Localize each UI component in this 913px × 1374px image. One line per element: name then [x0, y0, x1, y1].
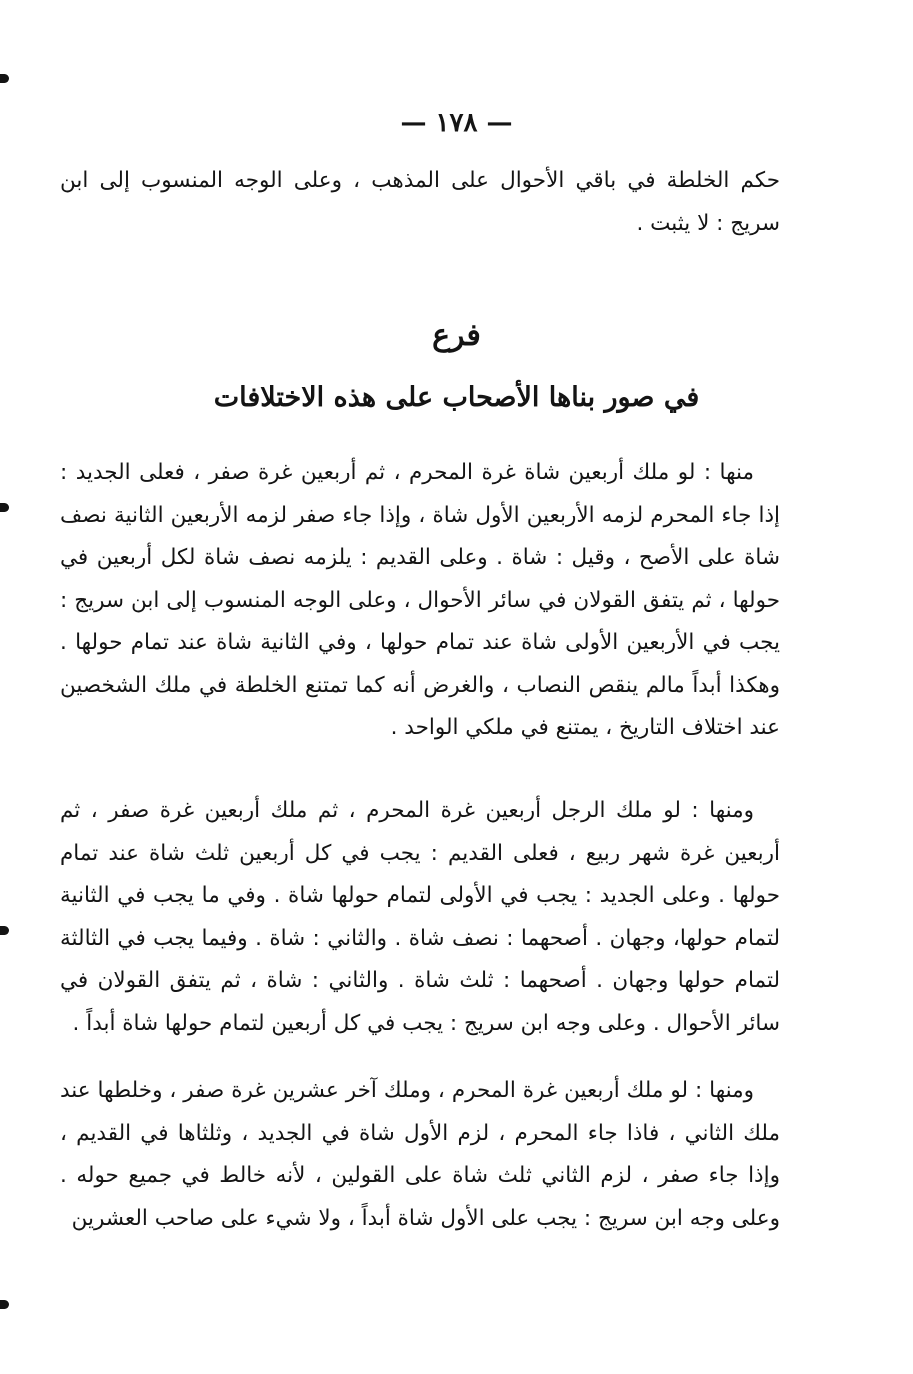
- page-number: — ١٧٨ —: [400, 108, 513, 138]
- margin-mark: [0, 74, 9, 83]
- section-title: فرع: [432, 318, 481, 353]
- section-subtitle: في صور بناها الأصحاب على هذه الاختلافات: [213, 382, 700, 413]
- paragraph-text: ومنها : لو ملك الرجل أربعين غرة المحرم ، ثم ملك أربعين غرة صفر ، ثم أربعين غرة شهر ربيع ، فعلى القديم : يجب في كل أربعين ثلث شاة عند تمام حولها . وعلى الجديد : يجب في الأولى لتمام حولها شاة . وفي ما يجب في الثانية لتمام حولها، وجهان . أصحهما : نصف شاة . والثاني : شاة . وفيما يجب في الثالثة لتمام حولها وجهان . أصحهما : ثلث شاة . والثاني : شاة ، ثم يتفق القولان في سائر الأحوال . وعلى وجه ابن سريج : يجب في كل أربعين لتمام حولها شاة أبداً .: [60, 798, 780, 1036]
- margin-mark: [0, 503, 9, 512]
- paragraph-text: منها : لو ملك أربعين شاة غرة المحرم ، ثم أربعين غرة صفر ، فعلى الجديد : إذا جاء المحرم لزمه الأربعين الأول شاة ، وإذا جاء صفر لزمه الأربعين الثانية نصف شاة على الأصح ، وقيل : شاة . وعلى القديم : يلزمه نصف شاة لكل أربعين في حولها ، ثم يتفق القولان في سائر الأحوال ، وعلى الوجه المنسوب إلى ابن سريج : يجب في الأربعين الأولى شاة عند تمام حولها ، وفي الثانية شاة عند تمام حولها . وهكذا أبداً مالم ينقص النصاب ، والغرض أنه كما تمتنع الخلطة في ملك الشخصين عند اختلاف التاريخ ، يمتنع في ملكي الواحد .: [60, 460, 780, 740]
- paragraph-1: [60, 452, 780, 750]
- margin-mark: [0, 1300, 9, 1309]
- paragraph-2: [60, 790, 780, 1045]
- paragraph-3: [60, 1070, 780, 1240]
- intro-paragraph: [60, 160, 780, 245]
- paragraph-text: ومنها : لو ملك أربعين غرة المحرم ، وملك آخر عشرين غرة صفر ، وخلطها عند ملك الثاني ، فاذا جاء المحرم ، لزم الأول شاة في الجديد ، وثلثاها في القديم ، وإذا جاء صفر ، لزم الثاني ثلث شاة على القولين ، لأنه خالط في جميع حوله . وعلى وجه ابن سريج : يجب على الأول شاة أبداً ، ولا شيء على صاحب العشرين: [60, 1078, 780, 1231]
- intro-text: حكم الخلطة في باقي الأحوال على المذهب ، وعلى الوجه المنسوب إلى ابن سريج : لا يثبت .: [60, 168, 780, 236]
- margin-mark: [0, 926, 9, 935]
